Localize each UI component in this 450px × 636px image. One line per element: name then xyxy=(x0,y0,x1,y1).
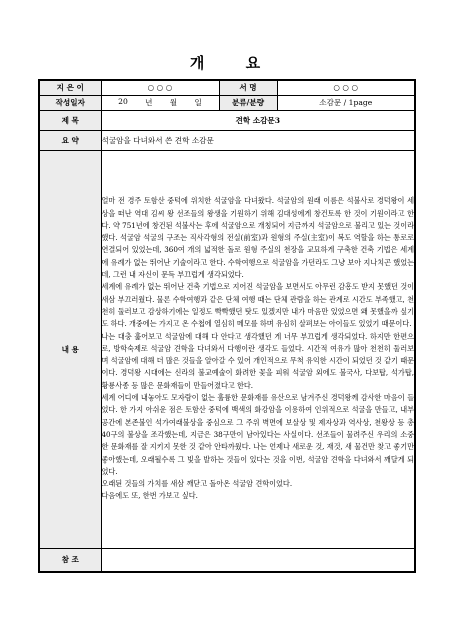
summary-label: 요 약 xyxy=(39,130,101,150)
content-paragraph-3: 나는 대충 훑어보고 석굴암에 대해 다 안다고 생각했던 게 너무 부끄럽게 생각되었다. 하지만 한편으로, 방학숙제로 석굴암 견학을 다녀와서 다행이란 생각도 들었다. 시간적 여유가 많아 천천히 둘러보며 석굴암에 대해 더 많은 것들을 알아갈 수 있어 개인적으로 무척 유익한 시간이 되었던 것 같기 때문이다. 경덕왕 시대에는 신라의 불교예술이 화려한 꽃을 피워 석굴암 외에도 불국사, 다보탑, 석가탑, 황룡사종 등 많은 문화재들이 만들어졌다고 한다. xyxy=(101,331,414,390)
author-row xyxy=(39,80,415,95)
title-row xyxy=(39,110,415,130)
date-value xyxy=(101,95,219,110)
content-paragraph-2: 세계에 유례가 없는 뛰어난 건축 기법으로 지어진 석굴암을 보면서도 아무런 감흥도 받지 못했던 것이 새삼 부끄러웠다. 물론 수학여행과 같은 단체 여행 때는 단체 관람을 하는 관계로 시간도 부족했고, 천천히 둘러보고 감상하기에는 일정도 빡빡했던 탓도 있겠지만 내가 마음만 있었으면 왜 못했을까 싶기도 하다. 개중에는 가지고 온 수첩에 열심히 메모를 하며 유심히 살펴보는 아이들도 있었기 때문이다. xyxy=(101,282,414,329)
title-label: 제 목 xyxy=(39,110,101,130)
summary-value: 석굴암을 다녀와서 쓴 견학 소감문 xyxy=(101,130,415,150)
content-paragraph-1: 얼마 전 경주 토함산 중턱에 위치한 석굴암을 다녀왔다. 석굴암의 원래 이름은 석불사로 경덕왕이 세상을 떠난 역대 김씨 왕 선조들의 왕생을 기원하기 위해 김대성에게 창건토록 한 것이 기원이라고 한다. 약 751년에 창건된 석불사는 후에 석굴암으로 개칭되어 지금까지 석굴암으로 불리고 있는 것이라 했다. 석굴암 석굴의 구조는 직사각형의 전실(前室)과 원형의 주실(主室)이 복도 역할을 하는 통로로 연결되어 있었는데, 360여 개의 넓적한 돌로 원형 주실의 천장을 교묘하게 구축한 건축 기법은 세계에 유례가 없는 뛰어난 기술이라고 한다. 수학여행으로 석굴암을 가던라도 그냥 보아 지나치곤 했었는데, 그런 내 자신이 문득 부끄럽게 생각되었다. xyxy=(101,196,414,280)
content-body xyxy=(101,150,415,548)
date-year-unit: 년 xyxy=(145,98,153,107)
summary-table xyxy=(38,79,416,573)
content-label: 내 용 xyxy=(39,150,101,548)
reference-value xyxy=(101,548,415,572)
date-day-unit: 일 xyxy=(194,98,202,107)
page-title: 개 요 xyxy=(189,54,279,72)
author-value: ○ ○ ○ xyxy=(101,80,219,95)
summary-row xyxy=(39,130,415,150)
content-row xyxy=(39,150,415,548)
date-month-unit: 월 xyxy=(169,98,178,107)
date-label: 작성일자 xyxy=(39,95,101,110)
content-paragraph-4: 세계 어디에 내놓아도 모자람이 없는 훌륭한 문화재를 유산으로 남겨주신 경덕왕께 감사한 마음이 들었다. 한 가지 아쉬운 점은 토함산 중턱에 백색의 화강암을 이용하여 인위적으로 석굴을 만들고, 내부공간에 본존불인 석가여래불상을 중심으로 그 주위 벽면에 보살상 및 제자상과 역사상, 천왕상 등 총 40구의 불상을 조각했는데, 지금은 38구만이 남아있다는 사실이다. 선조들이 물려주신 우리의 소중한 문화재를 잘 지키지 못한 것 같아 안타까웠다. 나는 언제나 새로운 것, 재것, 새 물건만 찾고 좋기만 좋아했는데, 오래될수록 그 빛을 발하는 것들이 있다는 것을 이번, 석굴암 견학을 다녀와서 깨달게 되었다. xyxy=(101,393,414,476)
seo-label: 서 명 xyxy=(219,80,277,95)
reference-label: 참 조 xyxy=(39,548,101,572)
document-title: 견학 소감문3 xyxy=(101,110,415,130)
category-value: 소감문 / 1page xyxy=(277,95,415,110)
content-paragraph-5: 오래된 것들의 가치를 새삼 깨닫고 돌아온 석굴암 견학이었다. xyxy=(101,479,293,489)
date-year: 20 xyxy=(118,97,128,106)
category-label: 분류/분량 xyxy=(219,95,277,110)
reference-row xyxy=(39,548,415,572)
date-row xyxy=(39,95,415,110)
author-label: 지 은 이 xyxy=(39,80,101,95)
seo-value: ○ ○ ○ xyxy=(277,80,415,95)
content-paragraph-6: 다음에도 또, 한번 가보고 싶다. xyxy=(101,491,198,501)
